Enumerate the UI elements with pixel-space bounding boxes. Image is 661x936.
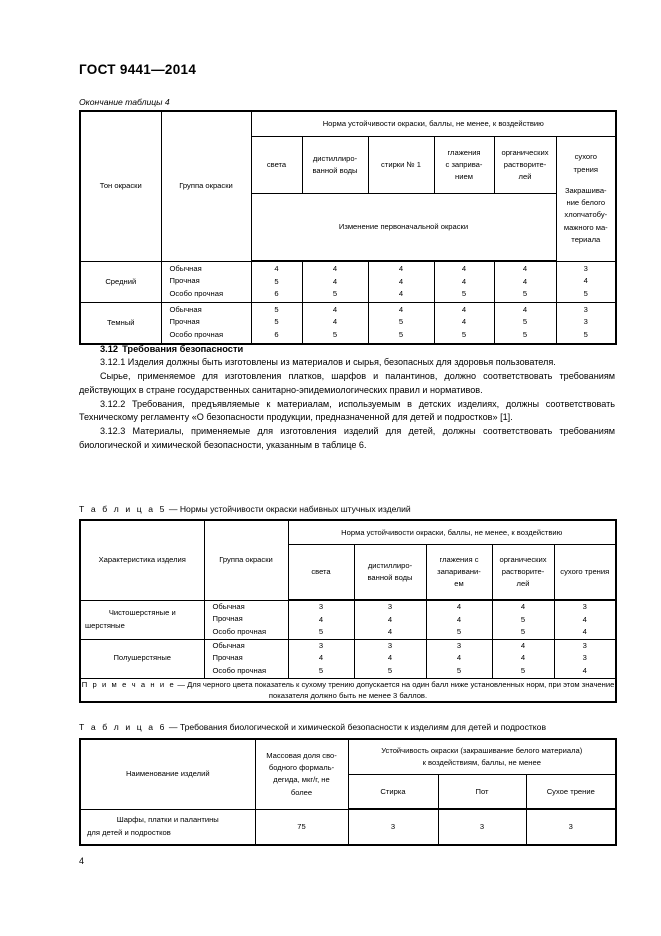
- table6-row-formaldehyde: 75: [255, 809, 348, 845]
- table-row: [80, 639, 616, 678]
- table5-subheader-distilled-water: дистиллиро- ванной воды: [354, 545, 426, 601]
- table4-span-change-initial-color: Изменение первоначальной окраски: [251, 194, 556, 262]
- table4-caption: Окончание таблицы 4: [79, 97, 170, 107]
- table4-values-sredniy-wash: 4 4 4: [368, 261, 434, 302]
- table4-values-sredniy-dry: 3 4 5: [556, 261, 616, 302]
- table6-row-wash: 3: [348, 809, 438, 845]
- table4-values-temniy-wash: 4 5 5: [368, 302, 434, 344]
- table-row: [80, 302, 616, 344]
- table5-groups-half-wool: Обычная Прочная Особо прочная: [204, 639, 288, 678]
- table5-subheader-dry-friction: сухого трения: [554, 545, 616, 601]
- table5-caption: [79, 504, 411, 514]
- table4-subheader-ironing: глажения с заприва- нием: [434, 137, 494, 194]
- table5-values-pure-wool-solvents: 4 5 5: [492, 600, 554, 639]
- table4-values-sredniy-ironing: 4 4 5: [434, 261, 494, 302]
- table4-values-sredniy-water: 4 4 5: [302, 261, 368, 302]
- table6-span-colorfastness: Устойчивость окраски (закрашивание белого материала) к воздействиям, баллы, не менее: [348, 739, 616, 775]
- table-row: [80, 809, 616, 845]
- table5-note-row: [80, 678, 616, 702]
- table-5: [79, 519, 617, 703]
- table4-values-temniy-solvents: 4 5 5: [494, 302, 556, 344]
- table4-tone-temniy: Темный: [80, 302, 161, 344]
- table5-values-half-wool-dry: 3 3 4: [554, 639, 616, 678]
- table5-values-pure-wool-dry: 3 4 4: [554, 600, 616, 639]
- table6-subheader-dry-friction: Сухое трение: [526, 775, 616, 810]
- section-heading: [79, 342, 615, 356]
- paragraph-3-12-1: 3.12.1 Изделия должны быть изготовлены из материалов и сырья, безопасных для здоровья пользователя.: [100, 357, 556, 368]
- table5-values-half-wool-svet: 3 4 5: [288, 639, 354, 678]
- table6-col-formaldehyde: Массовая доля сво- бодного формаль- дегида, мкг/г, не более: [255, 739, 348, 809]
- table5-caption-text: — Нормы устойчивости окраски набивных штучных изделий: [168, 504, 411, 514]
- table5-span-norm: Норма устойчивости окраски, баллы, не менее, к воздействию: [288, 520, 616, 545]
- table4-values-temniy-water: 4 4 5: [302, 302, 368, 344]
- table6-subheader-sweat: Пот: [438, 775, 526, 810]
- table6-caption-label: Т а б л и ц а 6: [79, 722, 167, 732]
- table5-col-group: Группа окраски: [204, 520, 288, 600]
- page-title: ГОСТ 9441—2014: [79, 62, 197, 77]
- section-3-12: [79, 342, 615, 453]
- table4-col-tone: Тон окраски: [80, 111, 161, 261]
- table5-subheader-svet: света: [288, 545, 354, 601]
- table4-subheader-wash: стирки № 1: [368, 137, 434, 194]
- table4-subheader-dry-friction: сухого трения Закрашива- ние белого хлопчатобу- мажного ма- териала: [556, 137, 616, 262]
- section-title: Требования безопасности: [122, 344, 244, 354]
- table5-values-pure-wool-ironing: 4 4 5: [426, 600, 492, 639]
- table6-row-name: Шарфы, платки и палантины для детей и подростков: [80, 809, 255, 845]
- table5-caption-label: Т а б л и ц а 5: [79, 504, 167, 514]
- table6-row-sweat: 3: [438, 809, 526, 845]
- table4-subheader-organic-solvents: органических растворите- лей: [494, 137, 556, 194]
- table6-row-dry-friction: 3: [526, 809, 616, 845]
- table-row: [80, 261, 616, 302]
- table4-values-temniy-svet: 5 5 6: [251, 302, 302, 344]
- table4-groups-sredniy: Обычная Прочная Особо прочная: [161, 261, 251, 302]
- paragraph-3-12-2: 3.12.2 Требования, предъявляемые к материалам, используемым в детских изделиях, должны соответствовать Техническому регламенту «О безопасности продукции, предназначенной для детей и подростков» [1].: [79, 398, 615, 423]
- table4-values-sredniy-solvents: 4 4 5: [494, 261, 556, 302]
- table4-tone-sredniy: Средний: [80, 261, 161, 302]
- table4-subheader-svet: света: [251, 137, 302, 194]
- table5-values-half-wool-solvents: 4 4 5: [492, 639, 554, 678]
- table4-span-norm: Норма устойчивости окраски, баллы, не менее, к воздействию: [251, 111, 616, 137]
- table4-values-temniy-ironing: 4 4 5: [434, 302, 494, 344]
- table-row: [80, 600, 616, 639]
- table5-subheader-ironing: глажения с запаривани- ем: [426, 545, 492, 601]
- table5-note-text: — Для черного цвета показатель к сухому трению допускается на один балл ниже установленных норм, при этом значение показателя должно быть не менее 3 баллов.: [177, 679, 615, 700]
- table-4: [79, 110, 617, 345]
- table5-values-pure-wool-water: 3 4 4: [354, 600, 426, 639]
- table-6: [79, 738, 617, 846]
- table5-characteristic-pure-wool: Чистошерстяные и шерстяные: [80, 600, 204, 639]
- table6-subheader-wash: Стирка: [348, 775, 438, 810]
- table4-values-temniy-dry: 3 3 5: [556, 302, 616, 344]
- table5-groups-pure-wool: Обычная Прочная Особо прочная: [204, 600, 288, 639]
- paragraph-3-12-3: 3.12.3 Материалы, применяемые для изготовления изделий для детей, должны соответствовать требованиям биологической и химической безопасности, указанным в таблице 6.: [79, 426, 615, 450]
- table6-caption-text: — Требования биологической и химической безопасности к изделиям для детей и подростков: [168, 722, 547, 732]
- table5-note: [80, 678, 616, 702]
- table4-values-sredniy-svet: 4 5 6: [251, 261, 302, 302]
- table6-col-name: Наименование изделий: [80, 739, 255, 809]
- table4-subheader-distilled-water: дистиллиро- ванной воды: [302, 137, 368, 194]
- table5-col-characteristic: Характеристика изделия: [80, 520, 204, 600]
- table4-col-group: Группа окраски: [161, 111, 251, 261]
- section-number: 3.12: [100, 344, 119, 354]
- table6-caption: [79, 722, 546, 732]
- table5-subheader-organic-solvents: органических растворите- лей: [492, 545, 554, 601]
- paragraph-raw-materials: Сырье, применяемое для изготовления платков, шарфов и палантинов, должно соответствовать требованиям действующих в стране государственных санитарно-эпидемиологических правил и нормативов.: [79, 370, 615, 395]
- page-number: 4: [79, 856, 85, 866]
- table5-values-half-wool-water: 3 4 5: [354, 639, 426, 678]
- table5-values-half-wool-ironing: 3 4 5: [426, 639, 492, 678]
- table5-characteristic-half-wool: Полушерстяные: [80, 639, 204, 678]
- table4-groups-temniy: Обычная Прочная Особо прочная: [161, 302, 251, 344]
- table5-values-pure-wool-svet: 3 4 5: [288, 600, 354, 639]
- table5-note-label: П р и м е ч а н и е: [81, 679, 176, 689]
